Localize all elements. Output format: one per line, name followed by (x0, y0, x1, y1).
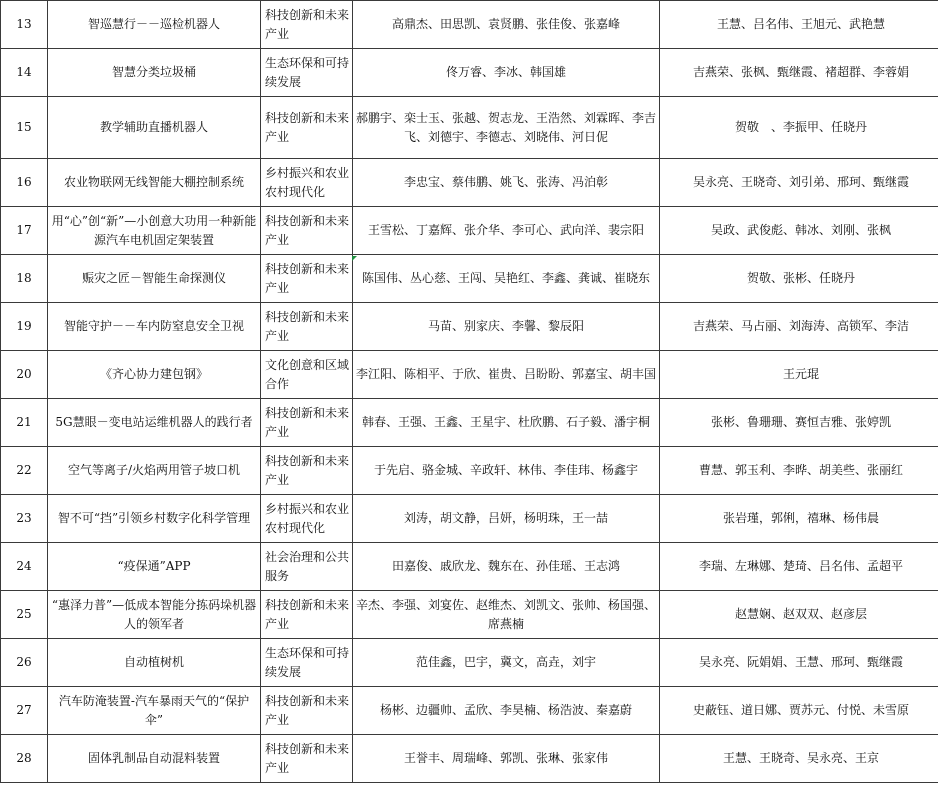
project-category[interactable]: 社会治理和公共服务 (261, 543, 353, 591)
tutors[interactable]: 王元琨 (660, 351, 938, 399)
table-row (1, 303, 938, 351)
project-name[interactable]: 智慧分类垃圾桶 (48, 49, 261, 97)
table-row (1, 351, 938, 399)
table-row (1, 97, 938, 159)
table-row (1, 255, 938, 303)
tutors[interactable]: 吉燕荣、张枫、甄继霞、褚超群、李蓉娟 (660, 49, 938, 97)
table-row (1, 447, 938, 495)
project-category[interactable]: 乡村振兴和农业农村现代化 (261, 495, 353, 543)
project-category[interactable]: 科技创新和未来产业 (261, 1, 353, 49)
row-number[interactable]: 14 (1, 49, 48, 97)
row-number[interactable]: 23 (1, 495, 48, 543)
tutors[interactable]: 张岩瑾，郭俐，禧琳、杨伟晨 (660, 495, 938, 543)
row-number[interactable]: 16 (1, 159, 48, 207)
team-members[interactable]: 于先启、骆金城、辛政轩、林伟、李佳玮、杨鑫宇 (353, 447, 660, 495)
row-number[interactable]: 28 (1, 735, 48, 783)
project-name[interactable]: 农业物联网无线智能大棚控制系统 (48, 159, 261, 207)
table-row (1, 207, 938, 255)
row-number[interactable]: 15 (1, 97, 48, 159)
row-number[interactable]: 19 (1, 303, 48, 351)
table-row (1, 591, 938, 639)
row-number[interactable]: 25 (1, 591, 48, 639)
project-category[interactable]: 乡村振兴和农业农村现代化 (261, 159, 353, 207)
row-number[interactable]: 24 (1, 543, 48, 591)
project-category[interactable]: 科技创新和未来产业 (261, 97, 353, 159)
team-members[interactable]: 李忠宝、蔡伟鹏、姚飞、张涛、冯泊彰 (353, 159, 660, 207)
row-number[interactable]: 22 (1, 447, 48, 495)
row-number[interactable]: 27 (1, 687, 48, 735)
team-members[interactable]: 高鼎杰、田思凯、袁贤鹏、张佳俊、张嘉峰 (353, 1, 660, 49)
tutors[interactable]: 吴永亮、王晓奇、刘引弟、邢珂、甄继霞 (660, 159, 938, 207)
row-number[interactable]: 20 (1, 351, 48, 399)
project-category[interactable]: 科技创新和未来产业 (261, 399, 353, 447)
team-members[interactable]: 李江阳、陈相平、于欣、崔贵、吕盼盼、郭嘉宝、胡丰国 (353, 351, 660, 399)
project-name[interactable]: 5G慧眼－变电站运维机器人的践行者 (48, 399, 261, 447)
tutors[interactable]: 曹慧、郭玉利、李晔、胡美些、张丽红 (660, 447, 938, 495)
project-name[interactable]: 智不可“挡”引领乡村数字化科学管理 (48, 495, 261, 543)
project-name[interactable]: 用“心”创“新”—小创意大功用一种新能源汽车电机固定架装置 (48, 207, 261, 255)
selection-corner-marker (352, 256, 357, 261)
project-category[interactable]: 科技创新和未来产业 (261, 687, 353, 735)
project-name[interactable]: 《齐心协力建包钢》 (48, 351, 261, 399)
project-name[interactable]: 固体乳制品自动混料装置 (48, 735, 261, 783)
team-members[interactable]: 王雪松、丁嘉辉、张介华、李可心、武向洋、裴宗阳 (353, 207, 660, 255)
project-name[interactable]: 教学辅助直播机器人 (48, 97, 261, 159)
row-number[interactable]: 18 (1, 255, 48, 303)
team-members[interactable]: 陈国伟、丛心慈、王闯、吴艳红、李鑫、龚诚、崔晓东 (353, 255, 660, 303)
tutors[interactable]: 王慧、王晓奇、吴永亮、王京 (660, 735, 938, 783)
project-name[interactable]: 空气等离子/火焰两用管子坡口机 (48, 447, 261, 495)
tutors[interactable]: 贺敬 、李振甲、任晓丹 (660, 97, 938, 159)
tutors[interactable]: 李瑞、左琳娜、楚琦、吕名伟、孟超平 (660, 543, 938, 591)
tutors[interactable]: 王慧、吕名伟、王旭元、武艳慧 (660, 1, 938, 49)
project-category[interactable]: 生态环保和可持续发展 (261, 639, 353, 687)
project-category[interactable]: 科技创新和未来产业 (261, 207, 353, 255)
table-row (1, 543, 938, 591)
team-members[interactable]: 马苗、别家庆、李馨、黎辰阳 (353, 303, 660, 351)
team-members[interactable]: 韩春、王强、王鑫、王星宇、杜欣鹏、石子毅、潘宇桐 (353, 399, 660, 447)
project-category[interactable]: 科技创新和未来产业 (261, 303, 353, 351)
project-name[interactable]: “惠泽力普”—低成本智能分拣码垛机器人的领军者 (48, 591, 261, 639)
tutors[interactable]: 贺敬、张彬、任晓丹 (660, 255, 938, 303)
project-category[interactable]: 科技创新和未来产业 (261, 447, 353, 495)
team-members[interactable]: 佟万睿、李冰、韩国雄 (353, 49, 660, 97)
tutors[interactable]: 吴政、武俊彪、韩冰、刘刚、张枫 (660, 207, 938, 255)
table-row (1, 159, 938, 207)
row-number[interactable]: 17 (1, 207, 48, 255)
table-row (1, 735, 938, 783)
project-category[interactable]: 科技创新和未来产业 (261, 591, 353, 639)
tutors[interactable]: 史蔽钰、道日娜、贾苏元、付悦、未雪原 (660, 687, 938, 735)
project-name[interactable]: 赈灾之匠－智能生命探测仪 (48, 255, 261, 303)
team-members[interactable]: 杨彬、边疆帅、孟欣、李昊楠、杨浩波、秦嘉蔚 (353, 687, 660, 735)
table-row (1, 687, 938, 735)
tutors[interactable]: 张彬、鲁珊珊、赛恒吉雅、张婷凯 (660, 399, 938, 447)
team-members[interactable]: 辛杰、李强、刘宴佐、赵维杰、刘凯文、张帅、杨国强、席燕楠 (353, 591, 660, 639)
project-name[interactable]: 自动植树机 (48, 639, 261, 687)
project-name[interactable]: 智巡慧行－－巡检机器人 (48, 1, 261, 49)
project-category[interactable]: 科技创新和未来产业 (261, 735, 353, 783)
project-name[interactable]: “疫保通”APP (48, 543, 261, 591)
project-name[interactable]: 智能守护－－车内防窒息安全卫视 (48, 303, 261, 351)
row-number[interactable]: 26 (1, 639, 48, 687)
project-category[interactable]: 科技创新和未来产业 (261, 255, 353, 303)
table-row (1, 49, 938, 97)
project-category[interactable]: 文化创意和区域合作 (261, 351, 353, 399)
project-category[interactable]: 生态环保和可持续发展 (261, 49, 353, 97)
tutors[interactable]: 赵慧娴、赵双双、赵彦层 (660, 591, 938, 639)
team-members[interactable]: 郝鹏宇、栾士玉、张越、贺志龙、王浩然、刘霖晖、李吉飞、刘德宇、李德志、刘晓伟、河日伲 (353, 97, 660, 159)
project-name[interactable]: 汽车防淹装置-汽车暴雨天气的“保护伞” (48, 687, 261, 735)
table-row (1, 495, 938, 543)
table-row (1, 399, 938, 447)
team-members[interactable]: 刘涛，胡文静，吕妍，杨明珠，王一喆 (353, 495, 660, 543)
team-members[interactable]: 王誉丰、周瑞峰、郭凯、张琳、张家伟 (353, 735, 660, 783)
table-row (1, 1, 938, 49)
table-row (1, 639, 938, 687)
tutors[interactable]: 吴永亮、阮娟娟、王慧、邢珂、甄继霞 (660, 639, 938, 687)
row-number[interactable]: 13 (1, 1, 48, 49)
team-members[interactable]: 范佳鑫，巴宇，冀文，高垚，刘宇 (353, 639, 660, 687)
row-number[interactable]: 21 (1, 399, 48, 447)
team-members[interactable]: 田嘉俊、戚欣龙、魏东在、孙佳瑶、王志鸿 (353, 543, 660, 591)
tutors[interactable]: 吉燕荣、马占丽、刘海涛、高锁军、李洁 (660, 303, 938, 351)
